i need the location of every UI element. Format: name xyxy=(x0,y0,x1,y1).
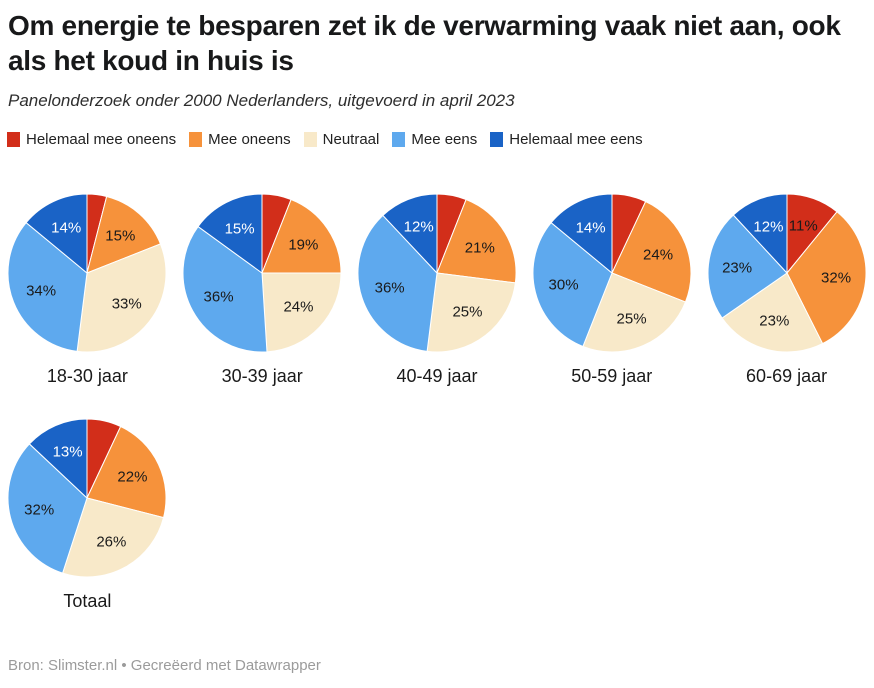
footer-note: Bron: Slimster.nl • Gecreëerd met Datawrapper xyxy=(8,657,321,674)
pie-slice-label: 19% xyxy=(288,236,319,254)
pie-title: 30-39 jaar xyxy=(221,366,303,386)
pie-canvas xyxy=(182,193,342,353)
pie-slice-label: 30% xyxy=(548,276,579,294)
pie-slice-label: 34% xyxy=(26,282,57,300)
pie-row-1 xyxy=(0,193,874,387)
pie-slice-label: 14% xyxy=(51,219,82,237)
pie-slice-label: 36% xyxy=(203,288,234,306)
legend-label: Helemaal mee eens xyxy=(509,131,643,148)
legend-label: Neutraal xyxy=(322,131,380,148)
pie-slice-label: 24% xyxy=(283,298,314,316)
chart-title: Om energie te besparen zet ik de verwarming vaak niet aan, ook als het koud in huis is xyxy=(8,10,841,76)
pie-slice-label: 32% xyxy=(24,501,55,519)
legend-item-helemaal-mee-oneens xyxy=(7,131,176,148)
pie-18-30-jaar xyxy=(0,193,175,387)
pie-svg xyxy=(357,193,517,353)
legend-swatch xyxy=(392,132,405,147)
pie-slice-label: 15% xyxy=(224,220,255,238)
pie-50-59-jaar xyxy=(524,193,699,387)
pie-slice-label: 12% xyxy=(403,218,434,236)
pie-slice-label: 24% xyxy=(643,246,674,264)
legend-item-neutraal xyxy=(304,131,380,148)
pie-totaal xyxy=(0,418,175,612)
legend xyxy=(7,131,643,148)
legend-swatch xyxy=(490,132,503,147)
pie-slice-label: 15% xyxy=(105,227,136,245)
pie-svg xyxy=(7,193,167,353)
legend-swatch xyxy=(7,132,20,147)
pie-slice-label: 25% xyxy=(616,310,647,328)
legend-label: Mee oneens xyxy=(208,131,291,148)
pie-title: 60-69 jaar xyxy=(746,366,828,386)
pie-row-2 xyxy=(0,418,874,612)
legend-item-helemaal-mee-eens xyxy=(490,131,642,148)
legend-item-mee-eens xyxy=(392,131,477,148)
pie-svg xyxy=(7,418,167,578)
pie-canvas xyxy=(532,193,692,353)
pie-60-69-jaar xyxy=(699,193,874,387)
pie-slice-label: 11% xyxy=(788,217,818,235)
legend-label: Helemaal mee oneens xyxy=(26,131,177,148)
legend-swatch xyxy=(304,132,317,147)
chart-subtitle: Panelonderzoek onder 2000 Nederlanders, uitgevoerd in april 2023 xyxy=(8,91,515,110)
pie-40-49-jaar xyxy=(350,193,525,387)
pie-title: 18-30 jaar xyxy=(46,366,128,386)
pie-slice-label: 12% xyxy=(753,218,784,236)
legend-label: Mee eens xyxy=(411,131,478,148)
pie-title: Totaal xyxy=(63,591,112,611)
legend-item-mee-oneens xyxy=(189,131,291,148)
legend-swatch xyxy=(189,132,202,147)
pie-slice-label: 25% xyxy=(452,303,483,321)
pie-slice-label: 33% xyxy=(111,295,142,312)
pie-slice-label: 23% xyxy=(759,312,790,330)
pie-slice-label: 13% xyxy=(52,443,83,461)
pie-svg xyxy=(532,193,692,353)
pie-slice-label: 32% xyxy=(821,269,852,287)
pie-canvas xyxy=(707,193,867,353)
pie-slice-label: 14% xyxy=(575,219,606,237)
pie-slice-label: 22% xyxy=(117,468,148,486)
pie-30-39-jaar xyxy=(175,193,350,387)
pie-canvas xyxy=(357,193,517,353)
pie-canvas xyxy=(7,193,167,353)
pie-slice-label: 26% xyxy=(96,533,127,551)
pie-slice-label: 36% xyxy=(374,279,405,297)
pie-slice-label: 21% xyxy=(464,239,495,257)
pie-canvas xyxy=(7,418,167,578)
pie-title: 50-59 jaar xyxy=(571,366,653,386)
pie-title: 40-49 jaar xyxy=(396,366,478,386)
pie-slice-label: 23% xyxy=(722,259,753,277)
pie-svg xyxy=(182,193,342,353)
